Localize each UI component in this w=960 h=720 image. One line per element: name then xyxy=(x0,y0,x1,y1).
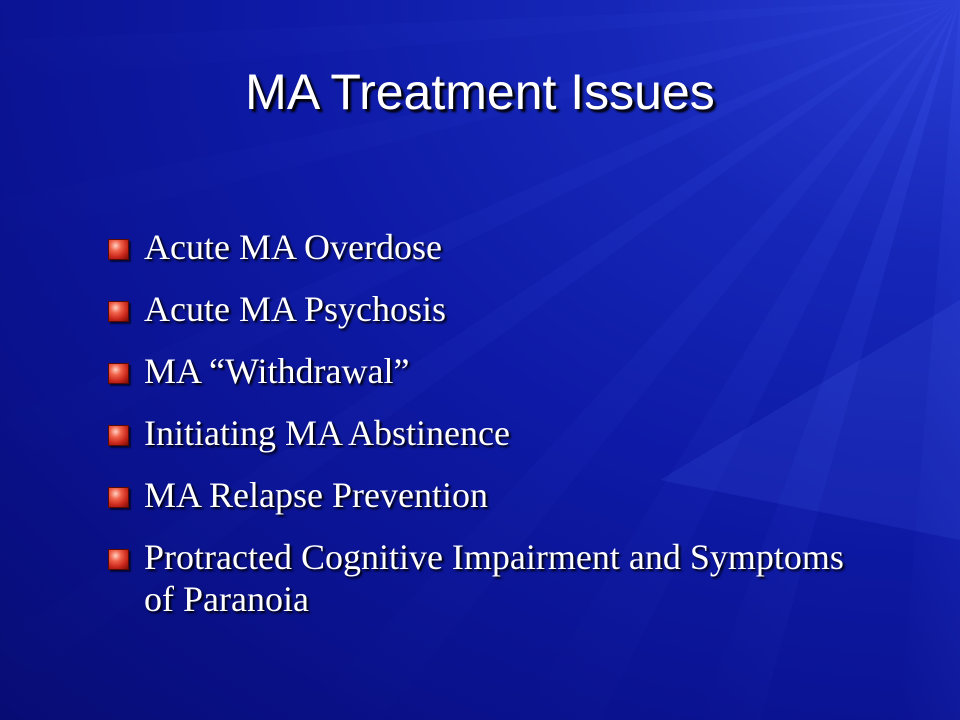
bullet-item xyxy=(108,474,848,516)
slide-title: MA Treatment Issues xyxy=(245,64,715,120)
bullet-item xyxy=(108,412,848,454)
bullet-text: Acute MA Psychosis xyxy=(144,289,447,329)
square-bullet-icon xyxy=(108,487,129,508)
bullet-item xyxy=(108,226,848,268)
bullet-item xyxy=(108,536,848,620)
bullet-text: MA Relapse Prevention xyxy=(144,475,488,515)
bullet-text: MA “Withdrawal” xyxy=(144,351,410,391)
bullet-item xyxy=(108,350,848,392)
bullet-item xyxy=(108,288,848,330)
bullet-list xyxy=(108,226,848,640)
square-bullet-icon xyxy=(108,301,129,322)
square-bullet-icon xyxy=(108,363,129,384)
square-bullet-icon xyxy=(108,549,129,570)
square-bullet-icon xyxy=(108,239,129,260)
bullet-text: Acute MA Overdose xyxy=(144,227,442,267)
bullet-text: Initiating MA Abstinence xyxy=(144,413,510,453)
bullet-text: Protracted Cognitive Impairment and Symptoms of Paranoia xyxy=(144,537,844,619)
square-bullet-icon xyxy=(108,425,129,446)
